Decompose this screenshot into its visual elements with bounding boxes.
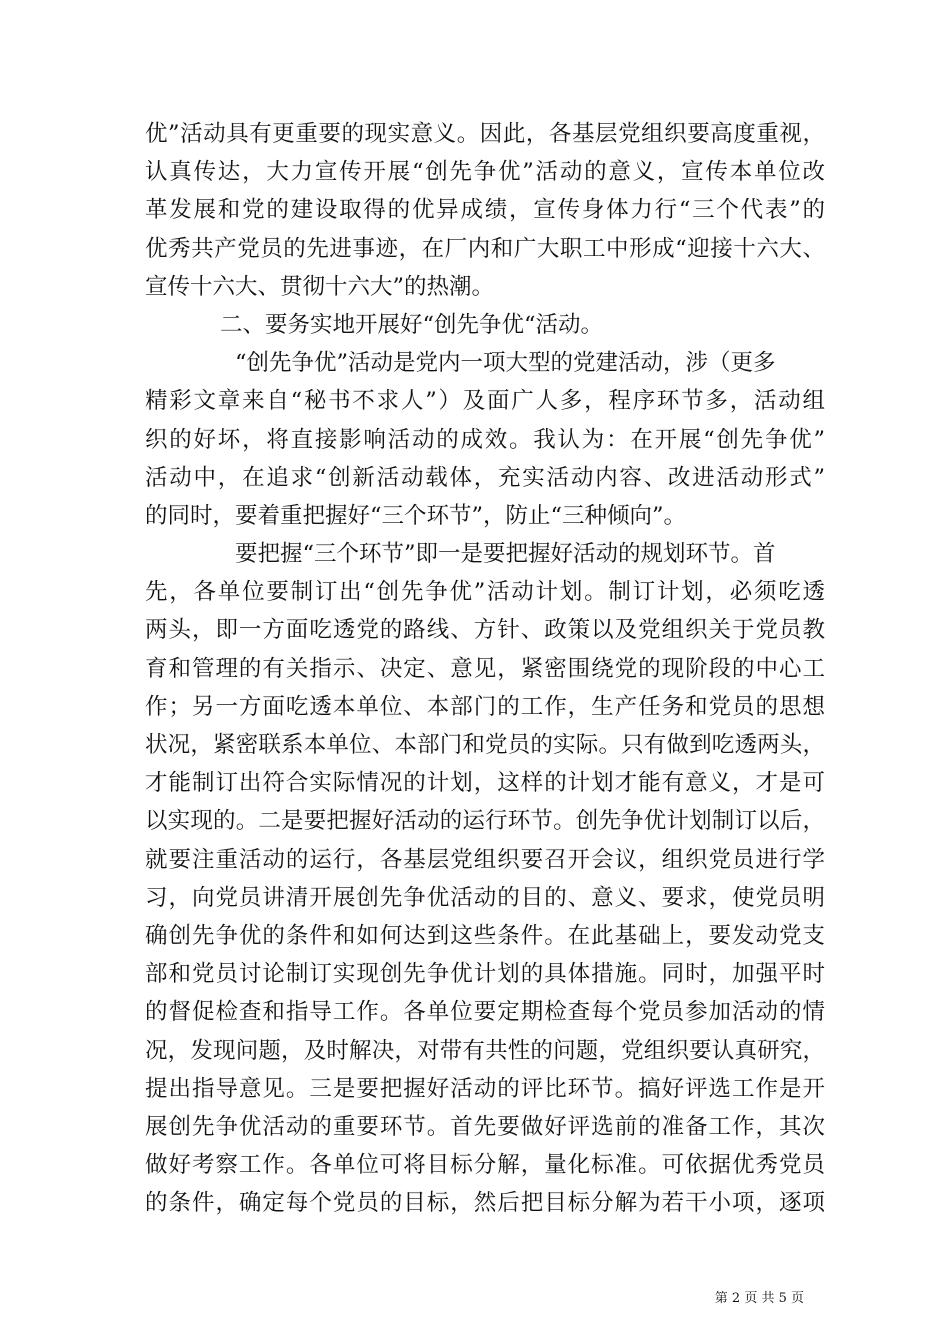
- paragraph-line: 优”活动具有更重要的现实意义。因此，各基层党组织要高度重视，: [145, 121, 825, 147]
- paragraph-line: 展创先争优活动的重要环节。首先要做好评选前的准备工作，其次: [145, 1113, 825, 1140]
- paragraph-line: 活动中，在追求“创新活动载体，充实活动内容、改进活动形式”: [145, 464, 825, 491]
- paragraph-line: 先，各单位要制订出“创先争优”活动计划。制订计划，必须吃透: [145, 579, 825, 606]
- paragraph-line: 况，发现问题，及时解决，对带有共性的问题，党组织要认真研究，: [145, 1037, 825, 1064]
- paragraph-line: 两头，即一方面吃透党的路线、方针、政策以及党组织关于党员教: [145, 617, 825, 644]
- paragraph-line: 习，向党员讲清开展创先争优活动的目的、意义、要求，使党员明: [145, 884, 825, 911]
- paragraph-line: 以实现的。二是要把握好活动的运行环节。创先争优计划制订以后，: [145, 808, 825, 835]
- paragraph-line: 精彩文章来自“秘书不求人”）及面广人多，程序环节多，活动组: [145, 388, 825, 415]
- paragraph-line: 做好考察工作。各单位可将目标分解，量化标准。可依据优秀党员: [145, 1152, 825, 1179]
- paragraph-line: 认真传达，大力宣传开展“创先争优”活动的意义，宣传本单位改: [145, 159, 825, 186]
- paragraph-line: 优秀共产党员的先进事迹，在厂内和广大职工中形成“迎接十六大、: [145, 235, 825, 262]
- paragraph-line: 的同时，要着重把握好“三个环节”，防止“三种倾向”。: [145, 502, 687, 529]
- paragraph-line: 确创先争优的条件和如何达到这些条件。在此基础上，要发动党支: [145, 922, 825, 949]
- paragraph-line: 育和管理的有关指示、决定、意见，紧密围绕党的现阶段的中心工: [145, 655, 825, 682]
- page-number-label: 第 2 页 共 5 页: [714, 1291, 804, 1306]
- paragraph-line: 作；另一方面吃透本单位、本部门的工作，生产任务和党员的思想: [145, 693, 825, 720]
- paragraph-line: 宣传十六大、贯彻十六大”的热潮。: [145, 273, 495, 300]
- paragraph-line: 部和党员讨论制订实现创先争优计划的具体措施。同时，加强平时: [145, 961, 825, 988]
- paragraph-line: 才能制订出符合实际情况的计划，这样的计划才能有意义，才是可: [145, 770, 825, 797]
- paragraph-line: “创先争优”活动是党内一项大型的党建活动，涉（更多: [235, 350, 776, 377]
- paragraph-line: 织的好坏，将直接影响活动的成效。我认为：在开展“创先争优”: [145, 426, 825, 453]
- text-lines: [145, 115, 825, 1222]
- paragraph-line: 要把握“三个环节”即一是要把握好活动的规划环节。首: [235, 541, 776, 568]
- document-body: [145, 115, 825, 1222]
- paragraph-line: 革发展和党的建设取得的优异成绩，宣传身体力行“三个代表”的: [145, 197, 825, 224]
- paragraph-line: 的条件，确定每个党员的目标，然后把目标分解为若干小项，逐项: [145, 1190, 825, 1217]
- paragraph-line: 提出指导意见。三是要把握好活动的评比环节。搞好评选工作是开: [145, 1075, 825, 1102]
- section-heading: 二、要务实地开展好“创先争优“活动。: [220, 311, 604, 338]
- paragraph-line: 的督促检查和指导工作。各单位要定期检查每个党员参加活动的情: [145, 999, 825, 1026]
- paragraph-line: 就要注重活动的运行，各基层党组织要召开会议，组织党员进行学: [145, 846, 825, 873]
- paragraph-line: 状况，紧密联系本单位、本部门和党员的实际。只有做到吃透两头，: [145, 732, 825, 758]
- page-footer: [0, 1288, 950, 1310]
